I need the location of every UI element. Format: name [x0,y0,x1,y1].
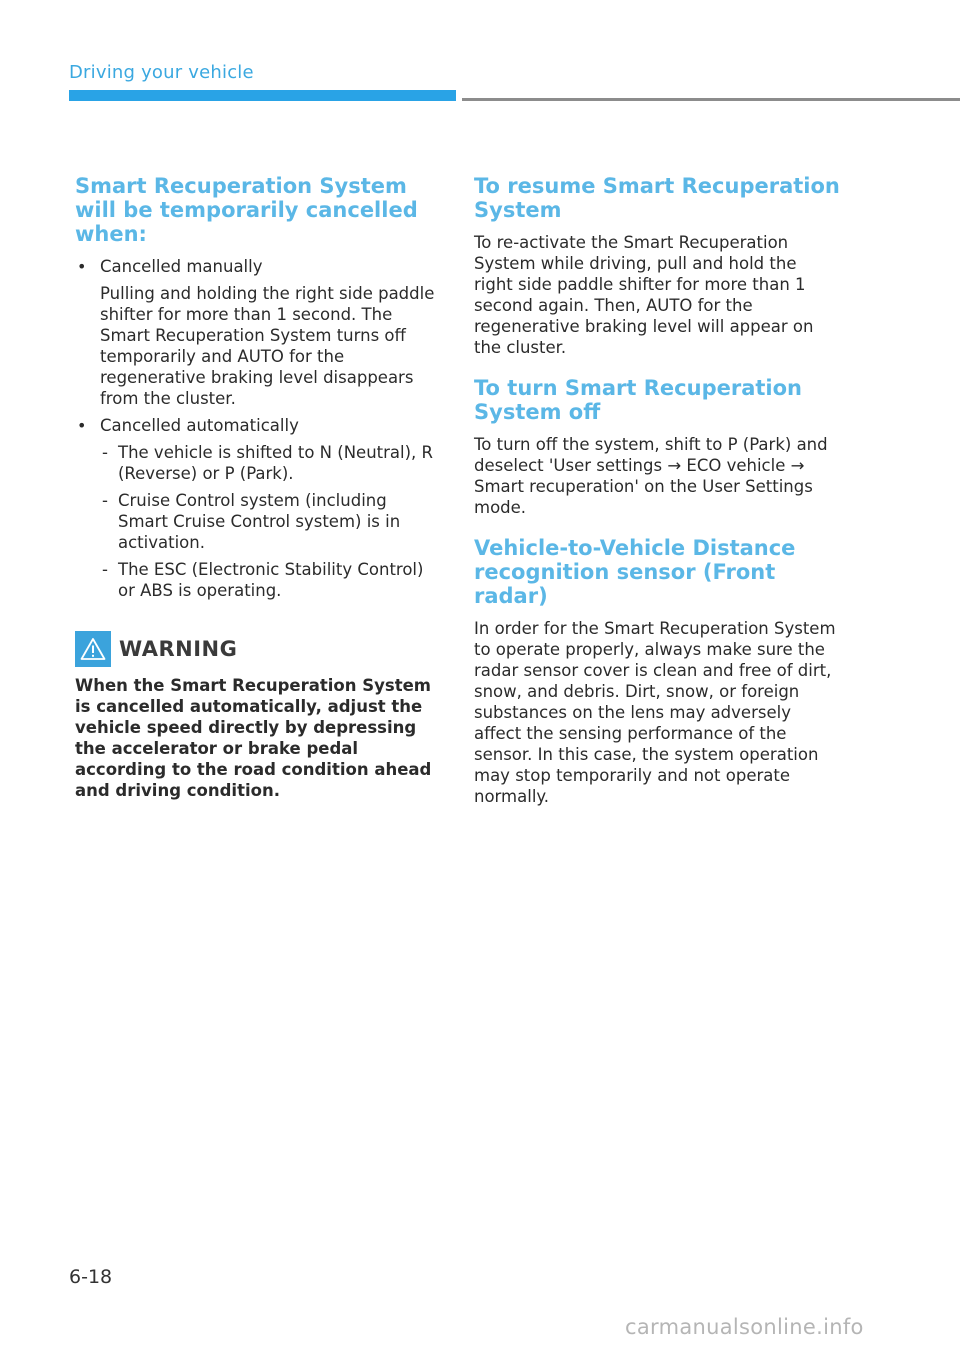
dash-icon: - [102,443,108,462]
section-heading-resume: To resume Smart Recuperation System [474,174,840,222]
dash-icon: - [102,560,108,579]
section-body-turn-off: To turn off the system, shift to P (Park) and deselect 'User settings → ECO vehicle → Smart recuperation' on the User Settings mode. [474,435,828,517]
list-item [75,256,440,409]
bullet-label: Cancelled manually [100,257,263,276]
header-rule-blue [69,90,456,101]
sub-item-text: Cruise Control system (including Smart Cruise Control system) is in activation. [118,491,401,552]
right-column [474,174,840,825]
header-rule-gray [462,98,960,101]
section-heading-front-radar: Vehicle-to-Vehicle Distance recognition sensor (Front radar) [474,536,796,608]
bullet-description: Pulling and holding the right side paddle shifter for more than 1 second. The Smart Recuperation System turns off temporarily and AUTO for the regenerative braking level disappears from the cluster. [100,284,435,408]
sub-list-item [100,442,440,484]
watermark: carmanualsonline.info [625,1315,864,1339]
sub-item-text: The vehicle is shifted to N (Neutral), R (Reverse) or P (Park). [118,443,433,483]
warning-header [75,631,440,667]
bullet-label: Cancelled automatically [100,416,299,435]
page-number: 6-18 [69,1266,113,1288]
warning-box [75,631,440,801]
sub-item-text: The ESC (Electronic Stability Control) or ABS is operating. [118,560,424,600]
page-header-title: Driving your vehicle [69,62,254,83]
warning-title: WARNING [119,637,238,661]
section-body-front-radar: In order for the Smart Recuperation System to operate properly, always make sure the radar sensor cover is clean and free of dirt, snow, and debris. Dirt, snow, or foreign substances on the lens may adversely affect the sensing performance of the sensor. In this case, the system operation may stop temporarily and not operate normally. [474,619,836,806]
sub-list-item [100,559,440,601]
bullet-icon: • [77,416,87,435]
sub-list-item [100,490,440,553]
left-column [75,174,440,801]
sub-list [100,442,440,601]
warning-text: When the Smart Recuperation System is cancelled automatically, adjust the vehicle speed directly by depressing the accelerator or brake pedal according to the road condition ahead and driving condition. [75,676,432,800]
warning-triangle-icon [75,631,111,667]
section-heading-turn-off: To turn Smart Recuperation System off [474,376,802,424]
section-heading-cancelled-when: Smart Recuperation System will be temporarily cancelled when: [75,174,418,246]
bullet-icon: • [77,257,87,276]
dash-icon: - [102,491,108,510]
section-body-resume: To re-activate the Smart Recuperation System while driving, pull and hold the right side paddle shifter for more than 1 second again. Then, AUTO for the regenerative braking level will appear on the cluster. [474,233,814,357]
list-item [75,415,440,601]
bullet-list [75,256,440,601]
